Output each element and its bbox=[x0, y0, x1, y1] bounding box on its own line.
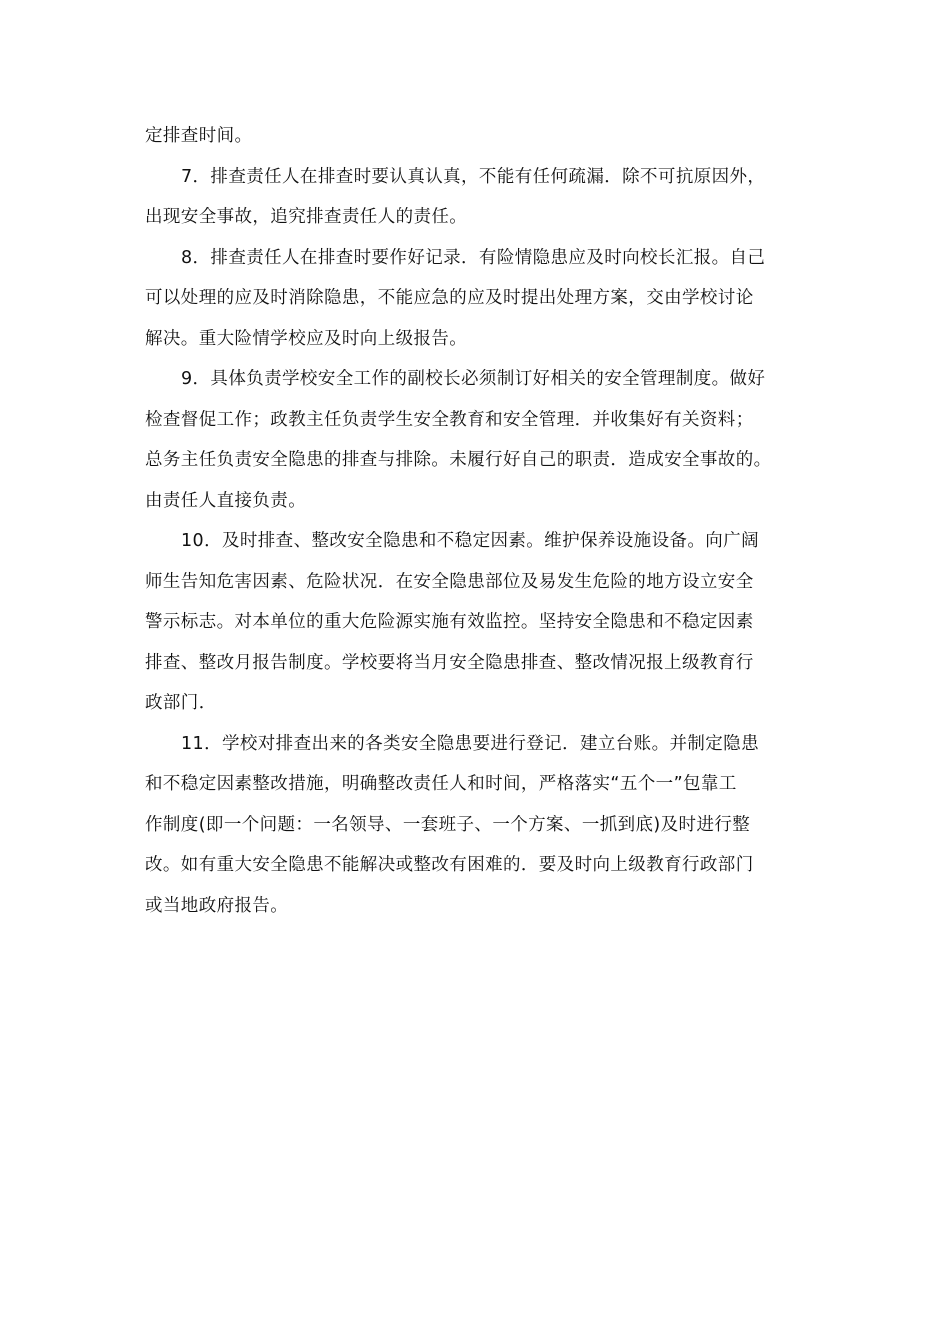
text-line: 11．学校对排查出来的各类安全隐患要进行登记．建立台账。并制定隐患 bbox=[181, 733, 759, 754]
text-line: 排查、整改月报告制度。学校要将当月安全隐患排查、整改情况报上级教育行 bbox=[145, 652, 754, 673]
text-line: 10．及时排查、整改安全隐患和不稳定因素。维护保养设施设备。向广阔 bbox=[181, 531, 759, 551]
text-line: 和不稳定因素整改措施，明确整改责任人和时间，严格落实“五个一”包靠工 bbox=[145, 774, 737, 794]
text-line: 可以处理的应及时消除隐患，不能应急的应及时提出处理方案，交由学校讨论 bbox=[145, 288, 754, 308]
text-line: 7．排查责任人在排查时要认真认真，不能有任何疏漏．除不可抗原因外， bbox=[181, 166, 766, 187]
text-line: 师生告知危害因素、危险状况．在安全隐患部位及易发生危险的地方设立安全 bbox=[145, 571, 754, 592]
text-line: 由责任人直接负责。 bbox=[145, 490, 307, 511]
text-line: 解决。重大险情学校应及时向上级报告。 bbox=[145, 328, 468, 349]
text-line: 警示标志。对本单位的重大危险源实施有效监控。坚持安全隐患和不稳定因素 bbox=[145, 612, 754, 632]
text-line: 或当地政府报告。 bbox=[145, 895, 289, 916]
text-line: 政部门． bbox=[145, 693, 217, 713]
document-page bbox=[145, 116, 820, 926]
text-line: 定排查时间。 bbox=[145, 126, 253, 146]
text-line: 改。如有重大安全隐患不能解决或整改有困难的．要及时向上级教育行政部门 bbox=[145, 855, 754, 875]
text-line: 总务主任负责安全隐患的排查与排除。未履行好自己的职责．造成安全事故的。 bbox=[145, 450, 772, 470]
text-line: 8．排查责任人在排查时要作好记录．有险情隐患应及时向校长汇报。自己 bbox=[181, 247, 766, 268]
text-line: 检查督促工作；政教主任负责学生安全教育和安全管理．并收集好有关资料； bbox=[145, 409, 754, 430]
text-line: 9．具体负责学校安全工作的副校长必须制订好相关的安全管理制度。做好 bbox=[181, 369, 766, 389]
text-line: 出现安全事故，追究排查责任人的责任。 bbox=[145, 207, 468, 227]
text-line: 作制度(即一个问题：一名领导、一套班子、一个方案、一抓到底)及时进行整 bbox=[145, 814, 751, 835]
